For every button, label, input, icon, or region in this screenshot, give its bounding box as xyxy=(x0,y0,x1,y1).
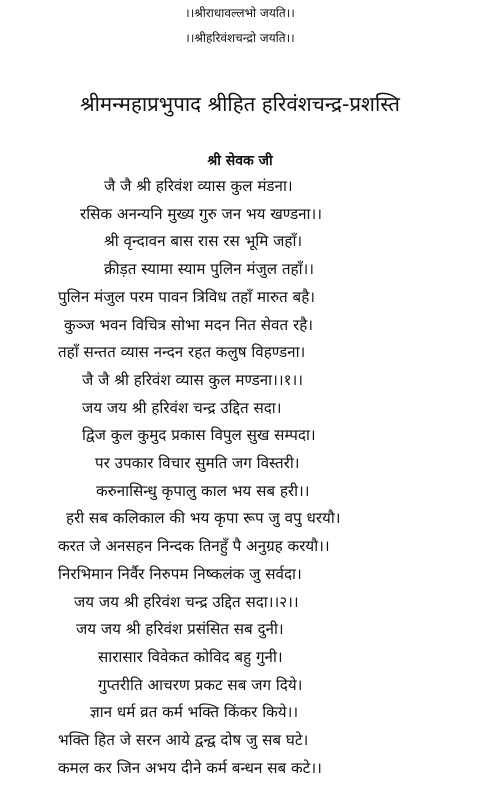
poet-name: श्री सेवक जी xyxy=(207,153,273,169)
verse-line: जय जय श्री हरिवंश चन्द्र उद्दित सदा। xyxy=(82,398,282,417)
invocation-line-2: ।।श्रीहरिवंशचन्द्रो जयति।। xyxy=(185,31,295,45)
verse-line: द्विज कुल कुमुद प्रकास विपुल सुख सम्पदा। xyxy=(82,426,316,445)
verse-line: श्री वृन्दावन बास रास रस भूमि जहाँ। xyxy=(104,232,303,251)
verse-line: जै जै श्री हरिवंश व्यास कुल मंडना। xyxy=(104,177,293,195)
page-title: श्रीमन्महाप्रभुपाद श्रीहित हरिवंशचन्द्र-प्रशस्ति xyxy=(80,92,400,116)
verse-line: जय जय श्री हरिवंश प्रसंसित सब दुनी। xyxy=(76,620,284,639)
verse-line: भक्ति हित जे सरन आये द्वन्द्व दोष जु सब घटे। xyxy=(58,731,309,749)
verse-line: जय जय श्री हरिवंश चन्द्र उद्दित सदा।।२।। xyxy=(74,592,299,611)
verse-line: करुनासिन्धु कृपालु काल भय सब हरी।। xyxy=(96,481,310,500)
verse-line: तहाँ सन्तत व्यास नन्दन रहत कलुष विहण्डना। xyxy=(58,343,306,362)
verse-line: सारासार विवेकत कोविद बहु गुनी। xyxy=(98,647,283,666)
verse-line: पुलिन मंजुल परम पावन त्रिविध तहाँ मारुत बहै। xyxy=(58,287,316,306)
verse-line: ज्ञान धर्म व्रत कर्म भक्ति किंकर किये।। xyxy=(90,703,299,722)
verse-line: पर उपकार विचार सुमति जग विस्तरी। xyxy=(95,454,300,472)
verse-line: गुप्तरीति आचरण प्रकट सब जग दिये। xyxy=(98,675,303,694)
verse-line: जै जै श्री हरिवंश व्यास कुल मण्डना।।१।। xyxy=(82,370,304,389)
verse-line: हरी सब कलिकाल की भय कृपा रूप जु वपु धरयौ। xyxy=(66,509,341,528)
verse-line: कुञ्ज भवन विचित्र सोभा मदन नित सेवत रहै। xyxy=(64,315,314,334)
verse-line: रसिक अनन्यनि मुख्य गुरु जन भय खण्डना।। xyxy=(80,204,322,223)
invocation-line-1: ।।श्रीराधावल्लभो जयति।। xyxy=(185,6,295,20)
verse-line: निरभिमान निर्वैर निरुपम निष्कलंक जु सर्वदा। xyxy=(58,564,302,583)
verse-line: क्रीड़त स्यामा स्याम पुलिन मंजुल तहाँ।। xyxy=(104,260,315,279)
verse-line: करत जे अनसहन निन्दक तिनहुँ पै अनुग्रह करयौ।। xyxy=(58,537,330,556)
verse-line: कमल कर जिन अभय दीने कर्म बन्धन सब कटे।। xyxy=(58,758,322,777)
